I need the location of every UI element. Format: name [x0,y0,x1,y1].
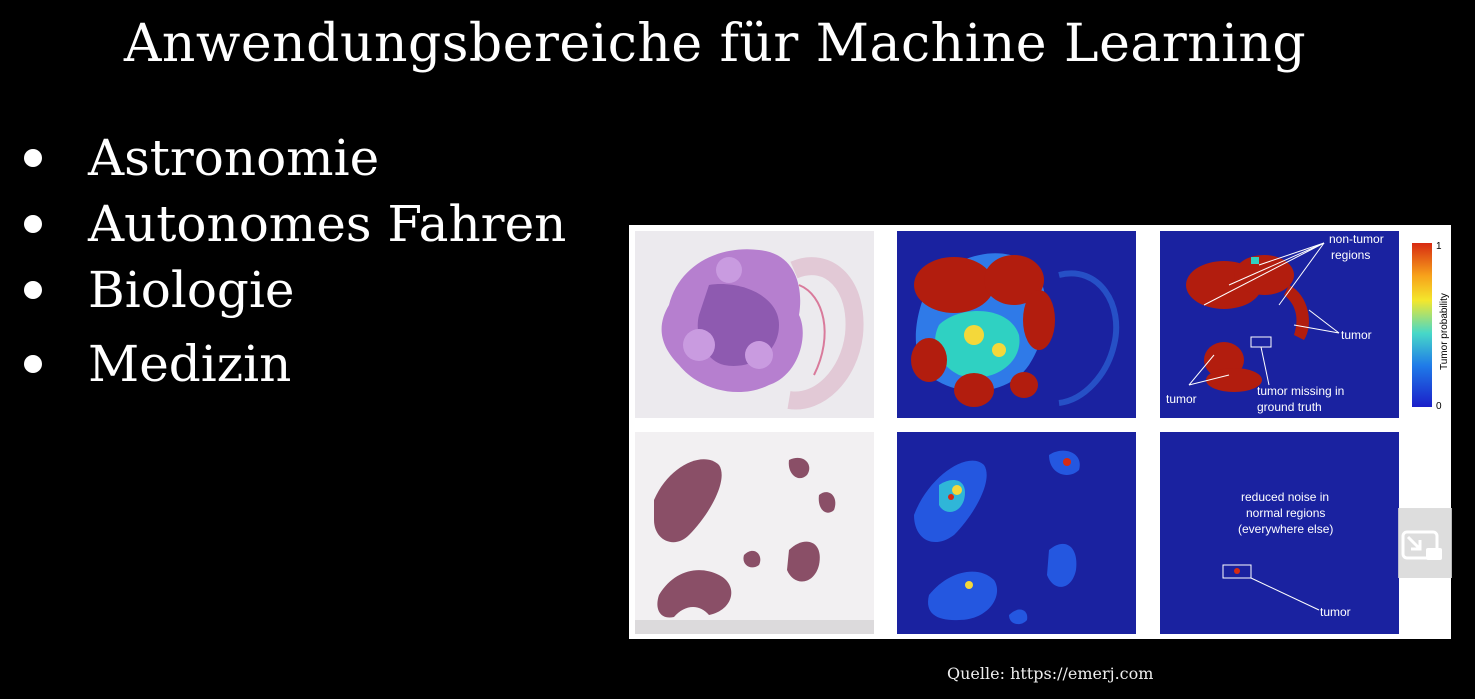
bullet-text: Astronomie [88,129,380,187]
annotation-tumor: tumor [1166,392,1197,406]
heatmap-noise [1160,432,1399,634]
heatmap-annotated [1160,231,1399,418]
annotation-noise: (everywhere else) [1238,522,1334,536]
colorbar-max: 1 [1436,241,1442,252]
tumor-detection-figure [629,225,1451,639]
bullet-text: Biologie [88,261,295,319]
bullet-dot-icon [24,215,42,233]
minimize-icon [1398,508,1452,578]
he-slide-bottom [635,432,874,634]
annotation-tumor: tumor [1320,605,1351,619]
bullet-text: Autonomes Fahren [88,195,567,253]
bullet-item [20,257,566,323]
bullet-item [20,125,566,191]
colorbar-min: 0 [1436,401,1442,412]
bullet-item [20,191,566,257]
bullet-item [20,331,566,397]
bullet-dot-icon [24,355,42,373]
annotation-missing: ground truth [1257,400,1322,414]
heatmap-top [897,231,1136,418]
source-citation: Quelle: https://emerj.com [947,664,1154,683]
annotation-non-tumor: non-tumor [1329,232,1384,246]
annotation-tumor: tumor [1341,328,1372,342]
colorbar [1412,241,1450,412]
annotation-noise: normal regions [1246,506,1326,520]
heatmap-bottom [897,432,1136,634]
bullet-dot-icon [24,281,42,299]
colorbar-label: Tumor probability [1439,293,1450,370]
he-slide-top [635,231,874,418]
slide-title: Anwendungsbereiche für Machine Learning [123,14,1307,74]
bullet-dot-icon [24,149,42,167]
bullet-list [20,125,566,397]
bullet-text: Medizin [88,335,292,393]
annotation-non-tumor: regions [1331,248,1371,262]
annotation-missing: tumor missing in [1257,384,1345,398]
annotation-noise: reduced noise in [1241,490,1330,504]
picture-in-picture-button[interactable] [1398,508,1452,578]
